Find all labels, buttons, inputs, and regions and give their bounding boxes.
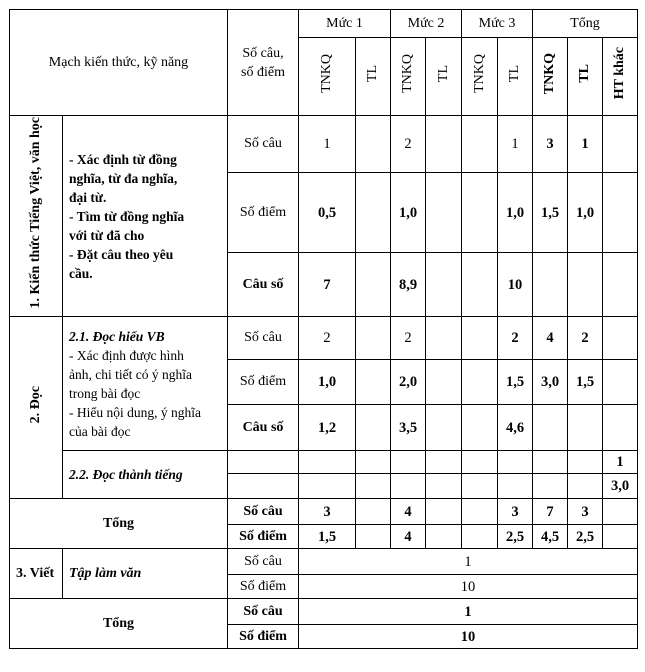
cell: 4,6	[498, 405, 533, 451]
header-m3-tnkq: TNKQ	[462, 38, 498, 116]
cell: 2	[391, 116, 426, 173]
table-row	[10, 599, 638, 625]
table-row	[10, 499, 638, 525]
cell	[568, 405, 603, 451]
table-row	[10, 451, 638, 474]
table-row	[10, 317, 638, 360]
cell: 2	[299, 317, 356, 360]
cell	[533, 405, 568, 451]
cell: 3	[299, 499, 356, 525]
row-label: Số câu	[228, 599, 299, 625]
cell	[356, 253, 391, 317]
header-t-tl: TL	[568, 38, 603, 116]
cell: 4	[533, 317, 568, 360]
header-muc2: Mức 2	[391, 10, 462, 38]
section3-title: 3. Viết	[10, 549, 63, 599]
cell	[426, 474, 462, 499]
table-row	[10, 116, 638, 173]
cell: 1,5	[568, 360, 603, 405]
cell: 1	[603, 451, 638, 474]
header-m3-tl: TL	[498, 38, 533, 116]
cell	[356, 474, 391, 499]
cell: 1	[568, 116, 603, 173]
header-m2-tl: TL	[426, 38, 462, 116]
row-label: Số điểm	[228, 360, 299, 405]
cell	[356, 451, 391, 474]
section2-sub2: 2.2. Đọc thành tiếng	[63, 451, 228, 499]
cell	[462, 405, 498, 451]
table-row	[10, 549, 638, 575]
cell: 1,0	[498, 173, 533, 253]
row-label: Số điểm	[228, 173, 299, 253]
cell	[462, 317, 498, 360]
cell: 3	[533, 116, 568, 173]
section1-title: 1. Kiến thức Tiếng Việt, văn học	[10, 116, 63, 317]
cell	[462, 253, 498, 317]
row-label: Số điểm	[228, 525, 299, 549]
cell	[462, 173, 498, 253]
cell: 2,5	[498, 525, 533, 549]
row-label: Số điểm	[228, 575, 299, 599]
cell	[603, 253, 638, 317]
cell: 7	[533, 499, 568, 525]
cell: 2,0	[391, 360, 426, 405]
cell	[356, 116, 391, 173]
cell: 10	[299, 625, 638, 649]
cell	[568, 451, 603, 474]
cell	[356, 499, 391, 525]
cell: 1,5	[498, 360, 533, 405]
cell	[462, 360, 498, 405]
cell: 1,0	[299, 360, 356, 405]
cell	[603, 317, 638, 360]
cell: 4,5	[533, 525, 568, 549]
section3-sub: Tập làm văn	[63, 549, 228, 599]
header-m2-tnkq: TNKQ	[391, 38, 426, 116]
cell	[228, 474, 299, 499]
row-label: Câu số	[228, 253, 299, 317]
cell: 4	[391, 525, 426, 549]
cell	[426, 499, 462, 525]
cell	[462, 474, 498, 499]
row-label: Số câu	[228, 317, 299, 360]
cell: 3,0	[533, 360, 568, 405]
cell: 8,9	[391, 253, 426, 317]
row-label: Câu số	[228, 405, 299, 451]
matrix-table	[9, 9, 638, 649]
cell: 3	[498, 499, 533, 525]
cell	[603, 499, 638, 525]
cell	[299, 474, 356, 499]
section2-title: 2. Đọc	[10, 317, 63, 499]
cell: 1	[299, 599, 638, 625]
cell	[426, 405, 462, 451]
cell	[426, 116, 462, 173]
cell: 1,5	[299, 525, 356, 549]
cell	[603, 173, 638, 253]
header-mach: Mạch kiến thức, kỹ năng	[10, 10, 228, 116]
header-muc1: Mức 1	[299, 10, 391, 38]
cell	[498, 474, 533, 499]
header-m1-tnkq: TNKQ	[299, 38, 356, 116]
cell	[228, 451, 299, 474]
cell: 2	[391, 317, 426, 360]
cell	[568, 253, 603, 317]
cell	[533, 451, 568, 474]
cell	[498, 451, 533, 474]
cell: 3,5	[391, 405, 426, 451]
cell	[426, 360, 462, 405]
cell	[533, 253, 568, 317]
cell	[462, 525, 498, 549]
cell: 2,5	[568, 525, 603, 549]
cell	[426, 525, 462, 549]
row-label: Số câu	[228, 116, 299, 173]
cell	[356, 360, 391, 405]
cell	[462, 499, 498, 525]
cell: 2	[498, 317, 533, 360]
cell	[568, 474, 603, 499]
cell	[391, 474, 426, 499]
row-label: Số câu	[228, 549, 299, 575]
cell: 1	[299, 549, 638, 575]
cell: 1,2	[299, 405, 356, 451]
cell	[299, 451, 356, 474]
cell: 0,5	[299, 173, 356, 253]
row-label: Số điểm	[228, 625, 299, 649]
cell: 2	[568, 317, 603, 360]
tong1-title: Tổng	[10, 499, 228, 549]
row-label: Số câu	[228, 499, 299, 525]
cell: 7	[299, 253, 356, 317]
cell: 1,0	[568, 173, 603, 253]
cell	[356, 405, 391, 451]
cell: 1,0	[391, 173, 426, 253]
cell: 1	[299, 116, 356, 173]
cell: 3	[568, 499, 603, 525]
cell: 10	[299, 575, 638, 599]
header-t-ht: HT khác	[603, 38, 638, 116]
header-t-tnkq: TNKQ	[533, 38, 568, 116]
cell	[603, 116, 638, 173]
cell	[462, 451, 498, 474]
cell	[462, 116, 498, 173]
header-muc3: Mức 3	[462, 10, 533, 38]
tong2-title: Tổng	[10, 599, 228, 649]
header-tong: Tổng	[533, 10, 638, 38]
cell: 4	[391, 499, 426, 525]
cell	[426, 451, 462, 474]
cell	[391, 451, 426, 474]
cell: 10	[498, 253, 533, 317]
cell	[426, 173, 462, 253]
cell	[356, 317, 391, 360]
header-socau-sodiem: Số câu, số điểm	[228, 10, 299, 116]
section2-sub1: 2.1. Đọc hiểu VB - Xác định được hình ảnh, chi tiết có ý nghĩa trong bài đọc - Hiểu nội dung, ý nghĩa của bài đọc	[63, 317, 228, 451]
cell	[603, 405, 638, 451]
section1-desc: - Xác định từ đồng nghĩa, từ đa nghĩa, đại từ. - Tìm từ đồng nghĩa với từ đã cho - Đặt câu theo yêu cầu.	[63, 116, 228, 317]
cell	[603, 360, 638, 405]
cell: 1	[498, 116, 533, 173]
cell	[533, 474, 568, 499]
cell: 1,5	[533, 173, 568, 253]
cell: 3,0	[603, 474, 638, 499]
cell	[356, 173, 391, 253]
header-m1-tl: TL	[356, 38, 391, 116]
cell	[603, 525, 638, 549]
cell	[356, 525, 391, 549]
cell	[426, 253, 462, 317]
cell	[426, 317, 462, 360]
